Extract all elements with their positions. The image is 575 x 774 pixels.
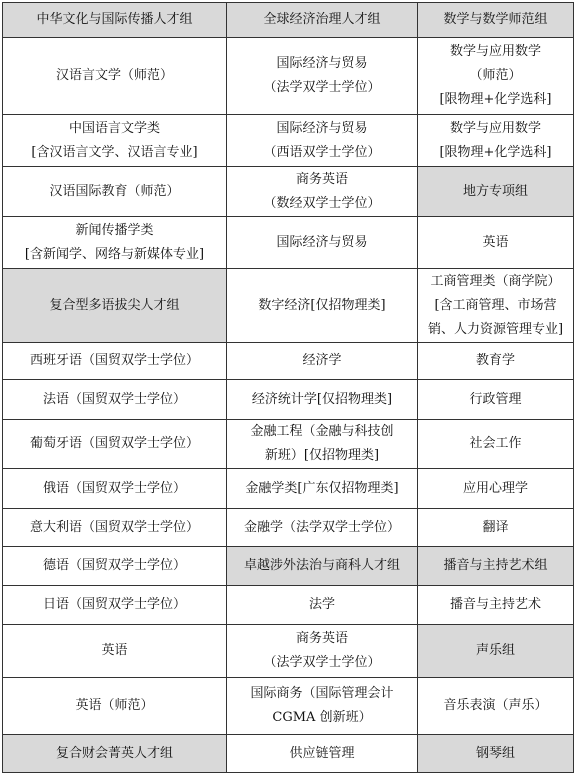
cell-text-line: 英语 bbox=[101, 643, 128, 658]
cell-text-line: 中华文化与国际传播人才组 bbox=[36, 12, 193, 27]
cell-text-line: 国际经济与贸易 bbox=[276, 56, 368, 71]
cell-text-line: 数学与应用数学 bbox=[449, 44, 541, 59]
cell-text-line: 金融学类[广东仅招物理类] bbox=[245, 480, 399, 496]
cell-text-line: 日语（国贸双学士学位） bbox=[42, 597, 186, 612]
cell-text-line: 全球经济治理人才组 bbox=[263, 12, 381, 27]
cell-text-line: 法语（国贸双学士学位） bbox=[42, 391, 186, 407]
cell-text-line: 数学与数学师范组 bbox=[443, 12, 548, 27]
table-row bbox=[3, 115, 574, 167]
group-header-cell bbox=[418, 735, 574, 773]
cell-text-line: [限物理+化学选科] bbox=[439, 92, 552, 107]
cell-text-line: （法学双学士学位） bbox=[263, 655, 381, 670]
cell-text-line: 法学 bbox=[308, 597, 335, 612]
cell-text-line: 销、人力资源管理专业] bbox=[427, 321, 564, 337]
cell-text-line: 汉语国际教育（师范） bbox=[49, 183, 180, 199]
major-cell bbox=[227, 509, 418, 547]
cell-text-line: （师范） bbox=[469, 68, 522, 83]
major-cell bbox=[3, 625, 227, 678]
group-header-cell bbox=[227, 3, 418, 38]
cell-text-line: 翻译 bbox=[482, 519, 509, 535]
group-header-cell bbox=[418, 625, 574, 678]
cell-text-line: 数学与应用数学 bbox=[449, 120, 541, 136]
group-header-cell bbox=[418, 167, 574, 217]
major-cell bbox=[3, 38, 227, 115]
cell-text-line: 国际经济与贸易 bbox=[276, 120, 368, 136]
cell-text-line: [限物理+化学选科] bbox=[439, 144, 552, 160]
group-header-cell bbox=[418, 547, 574, 586]
major-cell bbox=[227, 380, 418, 420]
major-cell bbox=[227, 735, 418, 773]
major-cell bbox=[3, 115, 227, 167]
cell-text-line: 供应链管理 bbox=[289, 745, 355, 761]
table-row bbox=[3, 469, 574, 509]
major-cell bbox=[3, 380, 227, 420]
cell-text-line: 钢琴组 bbox=[475, 745, 515, 761]
cell-text-line: 行政管理 bbox=[469, 391, 522, 407]
table-row bbox=[3, 420, 574, 469]
cell-text-line: 国际商务（国际管理会计 bbox=[250, 686, 394, 701]
cell-text-line: 西班牙语（国贸双学士学位） bbox=[29, 353, 199, 368]
major-cell bbox=[3, 547, 227, 586]
major-cell bbox=[418, 586, 574, 625]
cell-text-line: 应用心理学 bbox=[462, 480, 528, 496]
table-row bbox=[3, 509, 574, 547]
major-cell bbox=[227, 469, 418, 509]
table-row bbox=[3, 343, 574, 380]
cell-text-line: 德语（国贸双学士学位） bbox=[42, 558, 186, 573]
cell-text-line: 葡萄牙语（国贸双学士学位） bbox=[29, 436, 199, 451]
major-cell bbox=[3, 469, 227, 509]
cell-text-line: 英语 bbox=[482, 234, 509, 250]
major-cell bbox=[3, 167, 227, 217]
major-cell bbox=[227, 678, 418, 735]
cell-text-line: （数经双学士学位） bbox=[263, 195, 381, 211]
major-cell bbox=[3, 678, 227, 735]
cell-text-line: 经济统计学[仅招物理类] bbox=[251, 391, 393, 407]
table-row bbox=[3, 586, 574, 625]
major-cell bbox=[418, 217, 574, 269]
major-cell bbox=[418, 678, 574, 735]
cell-text-line: 英语（师范） bbox=[75, 698, 154, 713]
cell-text-line: 商务英语 bbox=[295, 631, 348, 646]
group-header-cell bbox=[3, 735, 227, 773]
major-cell bbox=[227, 167, 418, 217]
table-row bbox=[3, 547, 574, 586]
cell-text-line: 中国语言文学类 bbox=[68, 120, 160, 136]
cell-text-line: 工商管理类（商学院） bbox=[430, 273, 561, 289]
major-cell bbox=[3, 509, 227, 547]
cell-text-line: 新闻传播学类 bbox=[75, 222, 154, 238]
table-header-row bbox=[3, 3, 574, 38]
cell-text-line: 俄语（国贸双学士学位） bbox=[42, 480, 186, 496]
cell-text-line: 音乐表演（声乐） bbox=[443, 698, 548, 713]
cell-text-line: 经济学 bbox=[302, 353, 342, 368]
major-cell bbox=[227, 38, 418, 115]
group-header-cell bbox=[3, 269, 227, 343]
table-row bbox=[3, 217, 574, 269]
major-cell bbox=[418, 509, 574, 547]
majors-table-body bbox=[3, 3, 574, 773]
major-cell bbox=[418, 420, 574, 469]
group-header-cell bbox=[3, 3, 227, 38]
cell-text-line: 播音与主持艺术组 bbox=[443, 558, 548, 573]
major-cell bbox=[418, 38, 574, 115]
cell-text-line: 国际经济与贸易 bbox=[276, 234, 368, 250]
major-cell bbox=[418, 269, 574, 343]
cell-text-line: 复合财会菁英人才组 bbox=[55, 745, 173, 761]
cell-text-line: 金融学（法学双学士学位） bbox=[243, 519, 400, 535]
cell-text-line: 数字经济[仅招物理类] bbox=[258, 297, 386, 313]
table-row bbox=[3, 735, 574, 773]
major-cell bbox=[3, 586, 227, 625]
cell-text-line: 教育学 bbox=[475, 353, 515, 368]
majors-table bbox=[2, 2, 574, 773]
table-row bbox=[3, 625, 574, 678]
major-cell bbox=[227, 625, 418, 678]
cell-text-line: [含汉语言文学、汉语言专业] bbox=[31, 144, 198, 160]
cell-text-line: （西语双学士学位） bbox=[263, 144, 381, 160]
major-cell bbox=[227, 115, 418, 167]
group-header-cell bbox=[418, 3, 574, 38]
major-cell bbox=[3, 343, 227, 380]
cell-text-line: 复合型多语拔尖人才组 bbox=[49, 297, 180, 313]
cell-text-line: 卓越涉外法治与商科人才组 bbox=[243, 558, 400, 573]
table-row bbox=[3, 380, 574, 420]
cell-text-line: 金融工程（金融与科技创 bbox=[250, 424, 394, 439]
cell-text-line: 社会工作 bbox=[469, 436, 522, 451]
major-cell bbox=[227, 269, 418, 343]
cell-text-line: [含新闻学、网络与新媒体专业] bbox=[24, 246, 205, 262]
table-row bbox=[3, 38, 574, 115]
cell-text-line: 汉语言文学（师范） bbox=[55, 68, 173, 83]
major-cell bbox=[227, 343, 418, 380]
major-cell bbox=[418, 343, 574, 380]
table-row bbox=[3, 167, 574, 217]
table-row bbox=[3, 678, 574, 735]
cell-text-line: CGMA 创新班） bbox=[272, 710, 372, 725]
cell-text-line: 新班）[仅招物理类] bbox=[264, 448, 380, 463]
cell-text-line: 地方专项组 bbox=[462, 183, 528, 199]
cell-text-line: （法学双学士学位） bbox=[263, 80, 381, 95]
major-cell bbox=[227, 586, 418, 625]
major-cell bbox=[227, 217, 418, 269]
cell-text-line: 商务英语 bbox=[295, 171, 348, 187]
major-cell bbox=[418, 115, 574, 167]
major-cell bbox=[418, 469, 574, 509]
major-cell bbox=[227, 420, 418, 469]
cell-text-line: 播音与主持艺术 bbox=[449, 597, 541, 612]
major-cell bbox=[418, 380, 574, 420]
major-cell bbox=[3, 217, 227, 269]
group-header-cell bbox=[227, 547, 418, 586]
cell-text-line: 意大利语（国贸双学士学位） bbox=[29, 519, 199, 535]
cell-text-line: 声乐组 bbox=[475, 643, 515, 658]
cell-text-line: [含工商管理、市场营 bbox=[434, 297, 557, 313]
table-row bbox=[3, 269, 574, 343]
major-cell bbox=[3, 420, 227, 469]
